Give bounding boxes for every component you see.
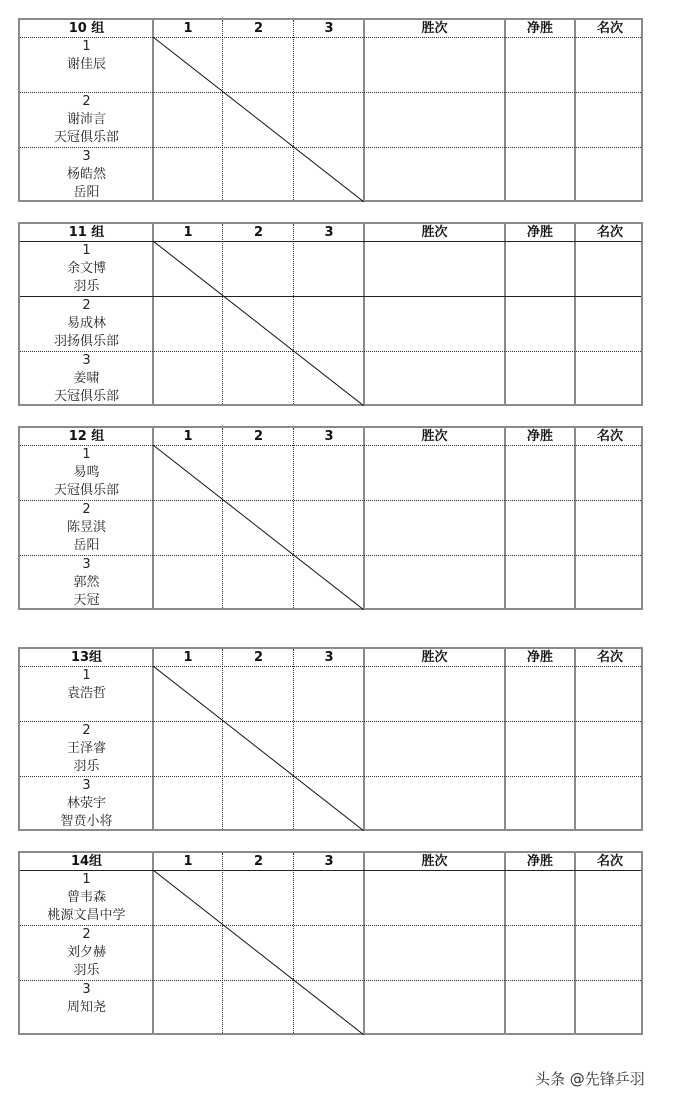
column-header: 名次 [596, 854, 623, 869]
player-name: 周知尧 [66, 1000, 106, 1015]
column-header: 名次 [596, 225, 623, 240]
player-club: 天冠俱乐部 [53, 483, 119, 498]
column-header: 净胜 [526, 854, 553, 869]
column-header: 2 [253, 854, 264, 869]
group-title: 12 组 [68, 429, 105, 444]
column-header: 2 [253, 650, 264, 665]
player-cell [20, 93, 153, 148]
player-club: 桃源文昌中学 [47, 908, 126, 923]
player-name: 王泽睿 [66, 741, 106, 756]
player-cell [20, 667, 153, 722]
group-table [18, 222, 643, 406]
column-divider [574, 428, 576, 608]
player-seed: 1 [82, 668, 91, 683]
column-header: 胜次 [421, 225, 448, 240]
column-header: 净胜 [526, 225, 553, 240]
column-divider [574, 20, 576, 200]
diagonal-line [153, 37, 364, 202]
column-header: 净胜 [526, 429, 553, 444]
player-cell [20, 722, 153, 777]
column-header: 3 [324, 854, 334, 869]
column-divider [504, 224, 506, 404]
column-divider [574, 224, 576, 404]
player-seed: 1 [82, 243, 91, 258]
player-club: 羽乐 [73, 759, 100, 774]
column-divider [574, 649, 576, 829]
column-header: 2 [253, 225, 264, 240]
player-cell [20, 446, 153, 501]
player-seed: 3 [82, 778, 91, 793]
player-cell [20, 148, 153, 203]
column-header: 3 [324, 21, 334, 36]
player-name: 曾韦森 [66, 890, 106, 905]
diagonal-line [153, 445, 364, 610]
player-name: 谢沛言 [66, 112, 106, 127]
player-name: 杨皓然 [66, 167, 106, 182]
column-header: 1 [183, 225, 193, 240]
player-cell [20, 777, 153, 832]
player-cell [20, 871, 153, 926]
player-seed: 3 [82, 353, 91, 368]
group-table [18, 18, 643, 202]
group-table [18, 851, 643, 1035]
column-header: 名次 [596, 21, 623, 36]
player-club: 岳阳 [73, 538, 100, 553]
column-header: 1 [183, 650, 193, 665]
player-cell [20, 556, 153, 611]
column-divider [504, 428, 506, 608]
column-header: 2 [253, 429, 264, 444]
column-header: 名次 [596, 650, 623, 665]
group-title: 14组 [70, 854, 103, 869]
column-header: 2 [253, 21, 264, 36]
player-seed: 2 [82, 502, 91, 517]
group-title: 13组 [70, 650, 103, 665]
player-cell [20, 242, 153, 297]
player-seed: 1 [82, 872, 91, 887]
player-cell [20, 38, 153, 93]
diagonal-line [153, 666, 364, 831]
column-header: 3 [324, 429, 334, 444]
column-divider [504, 20, 506, 200]
player-cell [20, 981, 153, 1036]
player-club: 天冠 [73, 593, 100, 608]
column-header: 净胜 [526, 21, 553, 36]
player-club: 天冠俱乐部 [53, 389, 119, 404]
player-seed: 3 [82, 557, 91, 572]
player-name: 余文博 [66, 261, 106, 276]
player-seed: 2 [82, 723, 91, 738]
group-title: 10 组 [68, 21, 105, 36]
column-header: 净胜 [526, 650, 553, 665]
column-header: 胜次 [421, 21, 448, 36]
player-cell [20, 501, 153, 556]
player-name: 易鸣 [73, 465, 100, 480]
group-title: 11 组 [68, 225, 105, 240]
diagonal-line [153, 241, 364, 406]
player-cell [20, 926, 153, 981]
column-divider [504, 853, 506, 1033]
column-header: 胜次 [421, 854, 448, 869]
group-table [18, 426, 643, 610]
player-club: 羽扬俱乐部 [53, 334, 119, 349]
player-seed: 2 [82, 298, 91, 313]
column-header: 3 [324, 650, 334, 665]
player-club: 天冠俱乐部 [53, 130, 119, 145]
player-name: 陈昱淇 [66, 520, 106, 535]
column-header: 胜次 [421, 429, 448, 444]
column-header: 3 [324, 225, 334, 240]
player-seed: 2 [82, 94, 91, 109]
column-header: 名次 [596, 429, 623, 444]
player-club: 智贲小将 [60, 814, 113, 829]
column-header: 胜次 [421, 650, 448, 665]
column-divider [574, 853, 576, 1033]
player-name: 易成林 [66, 316, 106, 331]
player-seed: 1 [82, 447, 91, 462]
column-header: 1 [183, 21, 193, 36]
player-name: 袁浩哲 [66, 686, 106, 701]
player-seed: 2 [82, 927, 91, 942]
watermark: 头条 @先锋乒羽 [535, 1070, 645, 1088]
player-name: 郭然 [73, 575, 100, 590]
player-seed: 1 [82, 39, 91, 54]
player-name: 谢佳辰 [66, 57, 106, 72]
player-seed: 3 [82, 982, 91, 997]
column-header: 1 [183, 429, 193, 444]
player-club: 岳阳 [73, 185, 100, 200]
diagonal-line [153, 870, 364, 1035]
player-name: 刘夕赫 [66, 945, 106, 960]
player-club: 羽乐 [73, 963, 100, 978]
column-header: 1 [183, 854, 193, 869]
column-divider [504, 649, 506, 829]
player-club: 羽乐 [73, 279, 100, 294]
player-cell [20, 352, 153, 407]
player-seed: 3 [82, 149, 91, 164]
player-cell [20, 297, 153, 352]
player-name: 姜啸 [73, 371, 100, 386]
player-name: 林荥宇 [66, 796, 106, 811]
group-table [18, 647, 643, 831]
